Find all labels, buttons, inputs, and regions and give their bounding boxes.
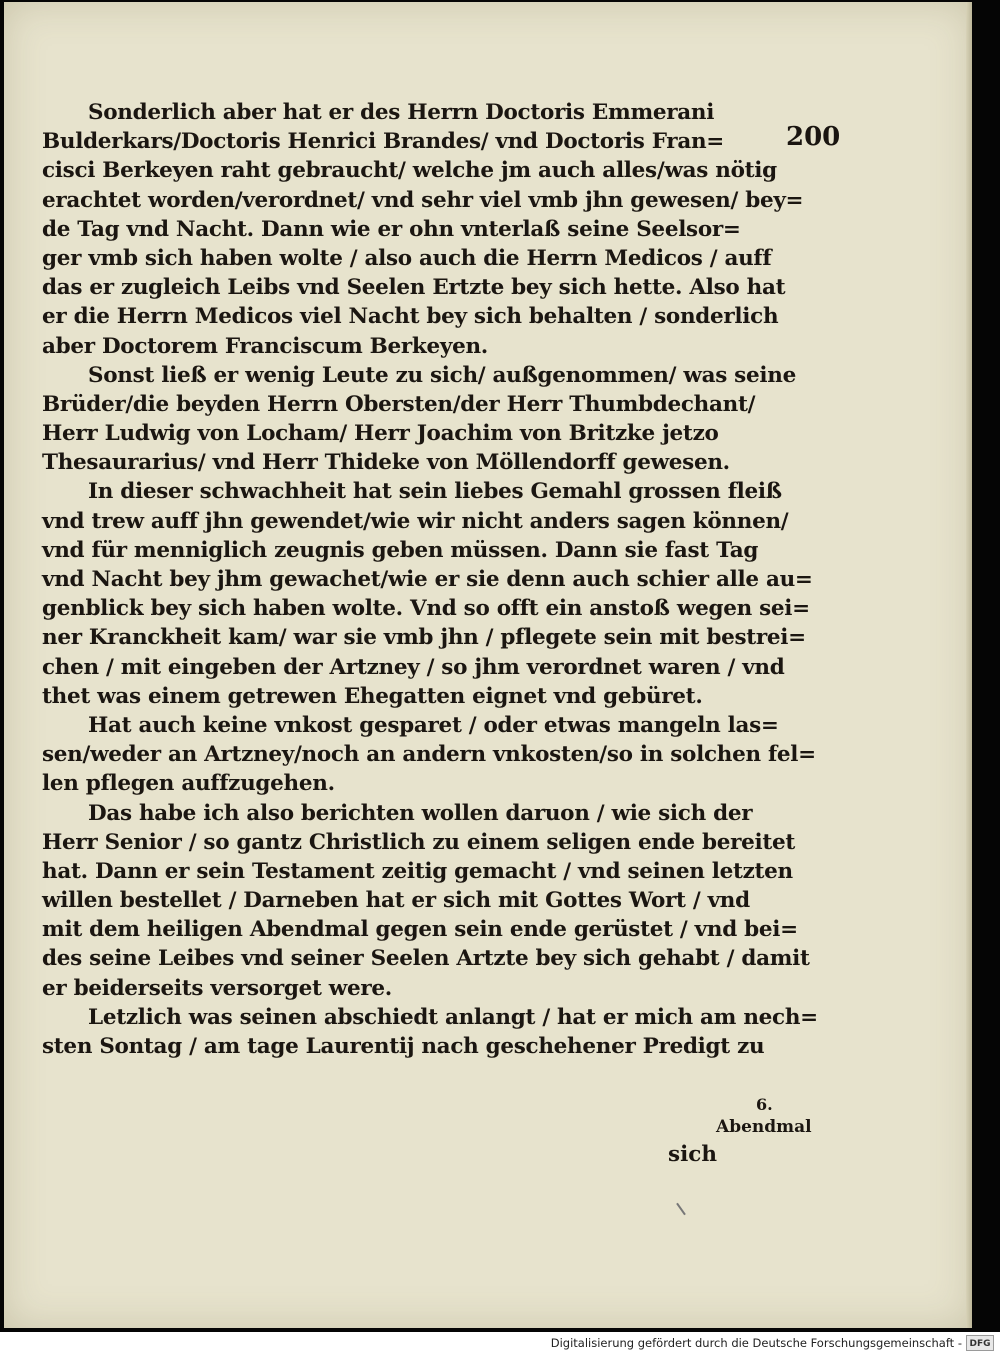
margin-note-number: 6. (756, 1095, 773, 1114)
text-line: erachtet worden/verordnet/ vnd sehr viel vmb jhn gewesen/ bey= (42, 187, 804, 213)
footer-bar (0, 1332, 1000, 1355)
text-line: ner Kranckheit kam/ war sie vmb jhn / pflegete sein mit bestrei= (42, 625, 806, 651)
text-line: willen bestellet / Darneben hat er sich mit Gottes Wort / vnd (42, 888, 750, 914)
text-line: Herr Senior / so gantz Christlich zu einem seligen ende bereitet (42, 829, 795, 855)
text-line: vnd für menniglich zeugnis geben müssen. Dann sie fast Tag (42, 537, 759, 563)
text-line: Thesaurarius/ vnd Herr Thideke von Möllendorff gewesen. (42, 450, 730, 476)
text-line: vnd Nacht bey jhm gewachet/wie er sie denn auch schier alle au= (42, 567, 813, 592)
page-edge (966, 2, 972, 1328)
text-line: Hat auch keine vnkost gesparet / oder etwas mangeln las= (88, 712, 779, 738)
text-line: chen / mit eingeben der Artzney / so jhm verordnet waren / vnd (42, 654, 785, 680)
text-line: Sonderlich aber hat er des Herrn Doctoris Emmerani (88, 100, 715, 125)
text-line: aber Doctorem Franciscum Berkeyen. (42, 333, 488, 359)
margin-note-text: Abendmal (716, 1117, 812, 1137)
margin-note (716, 1094, 812, 1138)
text-line: des seine Leibes vnd seiner Seelen Artzte bey sich gehabt / damit (42, 946, 810, 972)
stray-mark (676, 1203, 686, 1216)
text-line: sten Sontag / am tage Laurentij nach geschehener Predigt zu (42, 1034, 765, 1059)
text-line: Bulderkars/Doctoris Henrici Brandes/ vnd Doctoris Fran= (42, 129, 724, 155)
text-line: ger vmb sich haben wolte / also auch die Herrn Medicos / auff (42, 245, 772, 271)
text-line: Das habe ich also berichten wollen daruon / wie sich der (88, 800, 753, 826)
dfg-logo: DFG (966, 1335, 994, 1351)
text-line: thet was einem getrewen Ehegatten eignet vnd gebüret. (42, 683, 703, 709)
text-line: er beiderseits versorget were. (42, 975, 392, 1001)
text-line: Letzlich was seinen abschiedt anlangt / hat er mich am nech= (88, 1004, 818, 1030)
text-line: genblick bey sich haben wolte. Vnd so offt ein anstoß wegen sei= (42, 596, 810, 622)
text-line: de Tag vnd Nacht. Dann wie er ohn vnterlaß seine Seelsor= (42, 216, 741, 242)
page-number: 200 (786, 122, 841, 152)
text-line: sen/weder an Artzney/noch an andern vnkosten/so in solchen fel= (42, 742, 816, 768)
text-line: Sonst ließ er wenig Leute zu sich/ außgenommen/ was seine (88, 362, 796, 388)
book-page (4, 2, 972, 1328)
text-line: vnd trew auff jhn gewendet/wie wir nicht anders sagen können/ (42, 508, 789, 534)
text-line: hat. Dann er sein Testament zeitig gemacht / vnd seinen letzten (42, 858, 793, 884)
text-line: len pflegen auffzugehen. (42, 771, 335, 797)
text-line: In dieser schwachheit hat sein liebes Gemahl grossen fleiß (88, 479, 782, 505)
text-line: er die Herrn Medicos viel Nacht bey sich behalten / sonderlich (42, 304, 779, 330)
catchword: sich (668, 1142, 717, 1167)
text-line: mit dem heiligen Abendmal gegen sein ende gerüstet / vnd bei= (42, 917, 798, 943)
text-line: Brüder/die beyden Herrn Obersten/der Herr Thumbdechant/ (42, 391, 756, 417)
text-line: cisci Berkeyen raht gebraucht/ welche jm auch alles/was nötig (42, 158, 777, 184)
footer-credit: Digitalisierung gefördert durch die Deutsche Forschungsgemeinschaft - (550, 1336, 962, 1350)
text-line: Herr Ludwig von Locham/ Herr Joachim von Britzke jetzo (42, 421, 719, 447)
text-line: das er zugleich Leibs vnd Seelen Ertzte bey sich hette. Also hat (42, 275, 786, 301)
